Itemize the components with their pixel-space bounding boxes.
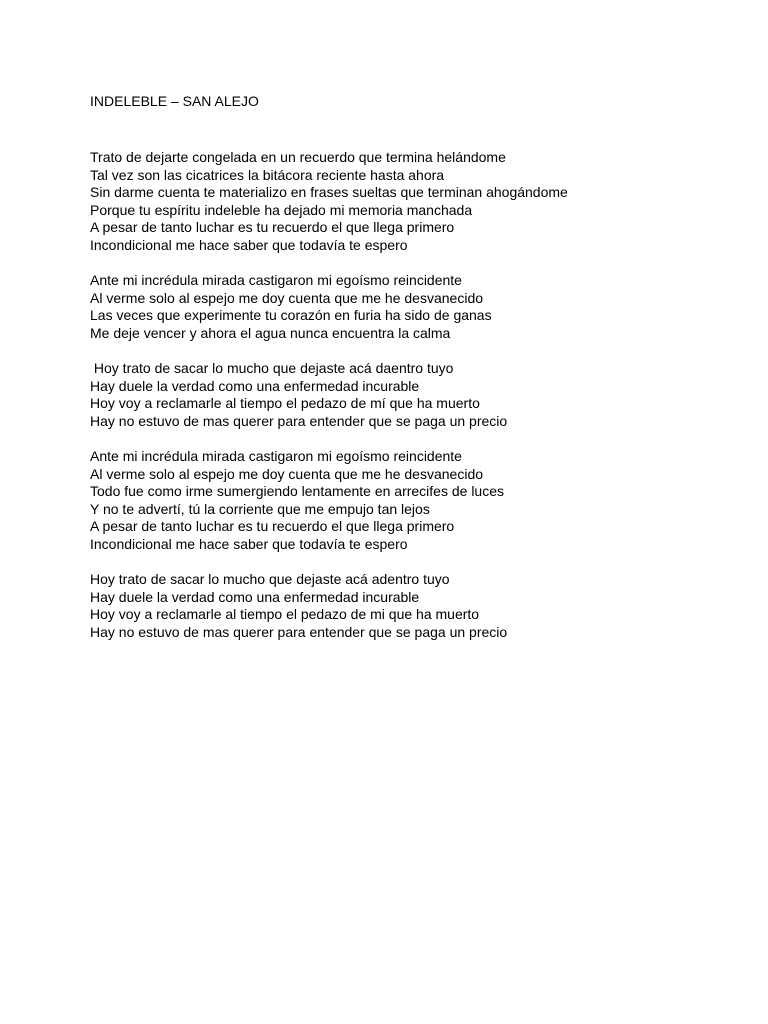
- lyric-line: Trato de dejarte congelada en un recuerdo que termina helándome: [90, 149, 506, 165]
- lyric-line: Hoy trato de sacar lo mucho que dejaste acá daentro tuyo: [90, 360, 454, 376]
- lyric-line: Porque tu espíritu indeleble ha dejado mi memoria manchada: [90, 201, 473, 218]
- lyric-line: Hoy voy a reclamarle al tiempo el pedazo de mi que ha muerto: [90, 606, 480, 623]
- lyric-line: Sin darme cuenta te materializo en frases sueltas que terminan ahogándome: [90, 184, 568, 201]
- document-title: INDELEBLE – SAN ALEJO: [90, 93, 259, 109]
- lyric-line: Incondicional me hace saber que todavía te espero: [90, 535, 408, 552]
- lyric-line: Tal vez son las cicatrices la bitácora reciente hasta ahora: [90, 166, 445, 183]
- lyric-line: Y no te advertí, tú la corriente que me empujo tan lejos: [90, 500, 430, 517]
- stanza-3: [90, 360, 507, 430]
- lyric-line: A pesar de tanto luchar es tu recuerdo el que llega primero: [90, 518, 455, 535]
- lyric-line: Todo fue como irme sumergiendo lentamente en arrecifes de luces: [90, 483, 504, 500]
- lyric-line: Hay no estuvo de mas querer para entender que se paga un precio: [90, 412, 508, 429]
- lyric-line: Hoy voy a reclamarle al tiempo el pedazo de mí que ha muerto: [90, 395, 480, 412]
- lyric-line: Al verme solo al espejo me doy cuenta que me he desvanecido: [90, 465, 484, 482]
- lyric-line: A pesar de tanto luchar es tu recuerdo el que llega primero: [90, 219, 455, 236]
- lyric-line: Al verme solo al espejo me doy cuenta que me he desvanecido: [90, 289, 484, 306]
- lyric-line: Las veces que experimente tu corazón en furia ha sido de ganas: [90, 307, 492, 324]
- lyric-line: Ante mi incrédula mirada castigaron mi egoísmo reincidente: [90, 272, 462, 288]
- lyric-line: Hay no estuvo de mas querer para entender que se paga un precio: [90, 623, 508, 640]
- lyric-line: Ante mi incrédula mirada castigaron mi egoísmo reincidente: [90, 448, 462, 464]
- stanza-1: [90, 149, 568, 255]
- stanza-2: [90, 272, 492, 342]
- lyric-line: Incondicional me hace saber que todavía te espero: [90, 236, 408, 253]
- lyric-line: Me deje vencer y ahora el agua nunca encuentra la calma: [90, 324, 451, 341]
- lyric-line: Hoy trato de sacar lo mucho que dejaste acá adentro tuyo: [90, 571, 450, 587]
- stanza-5: [90, 571, 507, 641]
- lyric-line: Hay duele la verdad como una enfermedad incurable: [90, 588, 420, 605]
- stanza-4: [90, 448, 504, 554]
- lyric-line: Hay duele la verdad como una enfermedad incurable: [90, 377, 420, 394]
